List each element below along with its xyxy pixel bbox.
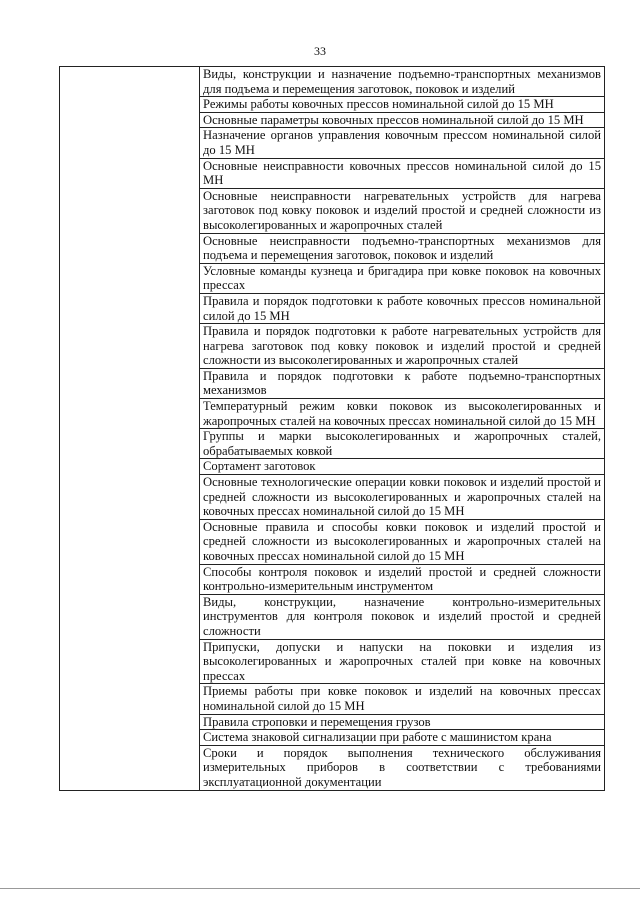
table-cell-text <box>200 263 605 293</box>
table-cell-text <box>200 684 605 714</box>
table-cell-text <box>200 475 605 520</box>
table-cell-text <box>200 112 605 128</box>
table-cell-text <box>200 564 605 594</box>
row-text: Приемы работы при ковке поковок и изделий на ковочных прессах номинальной силой до 15 МН <box>203 684 601 713</box>
table-cell-text <box>200 368 605 398</box>
table-cell-text <box>200 459 605 475</box>
row-text: Способы контроля поковок и изделий простой и средней сложности контрольно-измерительным инструментом <box>203 564 601 594</box>
table-cell-text <box>200 399 605 429</box>
table-cell-text <box>200 594 605 639</box>
table-cell-text <box>200 730 605 746</box>
table-cell-text <box>200 188 605 233</box>
table-cell-text <box>200 97 605 113</box>
row-text: Условные команды кузнеца и бригадира при ковке поковок на ковочных прессах <box>203 263 601 293</box>
row-text: Основные технологические операции ковки поковок и изделий простой и средней сложности из высоколегированных и жаропрочных сталей на ковочных прессах номинальной силой до 15 МН <box>203 475 601 519</box>
row-text: Правила и порядок подготовки к работе ковочных прессов номинальной силой до 15 МН <box>203 293 601 323</box>
table-cell-text <box>200 714 605 730</box>
row-text: Правила строповки и перемещения грузов <box>203 714 431 729</box>
row-text: Сроки и порядок выполнения технического обслуживания измерительных приборов в соответствии с требованиями эксплуатационной документации <box>203 745 601 789</box>
row-text: Виды, конструкции, назначение контрольно-измерительных инструментов для контроля поковок и изделий простой и средней сложности <box>203 594 601 638</box>
table-cell-text <box>200 519 605 564</box>
row-text: Правила и порядок подготовки к работе нагревательных устройств для нагрева заготовок под ковку поковок и изделий простой и средней сложности из высоколегированных и жаропрочных сталей <box>203 324 601 368</box>
table-body <box>60 67 605 791</box>
table-cell-text <box>200 639 605 684</box>
row-text: Назначение органов управления ковочным прессом номинальной силой до 15 МН <box>203 128 601 157</box>
table-cell-empty-left <box>60 67 200 791</box>
table-cell-text <box>200 324 605 369</box>
row-text: Основные параметры ковочных прессов номинальной силой до 15 МН <box>203 112 584 127</box>
row-text: Припуски, допуски и напуски на поковки и изделия из высоколегированных и жаропрочных сталей при ковке на ковочных прессах <box>203 639 601 683</box>
row-text: Виды, конструкции и назначение подъемно-транспортных механизмов для подъема и перемещения заготовок, поковок и изделий <box>203 67 601 96</box>
page-bottom-rule <box>0 888 640 889</box>
table-cell-text <box>200 293 605 323</box>
row-text: Группы и марки высоколегированных и жаропрочных сталей, обрабатываемых ковкой <box>203 429 601 458</box>
row-text: Основные неисправности ковочных прессов номинальной силой до 15 МН <box>203 158 601 188</box>
table-cell-text <box>200 158 605 188</box>
table-row <box>60 67 605 97</box>
row-text: Температурный режим ковки поковок из высоколегированных и жаропрочных сталей на ковочных прессах номинальной силой до 15 МН <box>203 399 601 428</box>
row-text: Сортамент заготовок <box>203 459 316 474</box>
row-text: Основные неисправности нагревательных устройств для нагрева заготовок под ковку поковок и изделий простой и средней сложности из высоколегированных и жаропрочных сталей <box>203 188 601 232</box>
table-cell-text <box>200 233 605 263</box>
table-cell-text <box>200 67 605 97</box>
row-text: Режимы работы ковочных прессов номинальной силой до 15 МН <box>203 97 554 112</box>
table-cell-text <box>200 745 605 790</box>
row-text: Правила и порядок подготовки к работе подъемно-транспортных механизмов <box>203 368 601 398</box>
table-cell-text <box>200 429 605 459</box>
page-number: 33 <box>314 44 326 58</box>
row-text: Основные правила и способы ковки поковок и изделий простой и средней сложности из высоколегированных и жаропрочных сталей на ковочных прессах номинальной силой до 15 МН <box>203 519 601 563</box>
requirements-table <box>59 66 605 791</box>
row-text: Основные неисправности подъемно-транспортных механизмов для подъема и перемещения заготовок, поковок и изделий <box>203 233 601 263</box>
table-cell-text <box>200 128 605 158</box>
row-text: Система знаковой сигнализации при работе с машинистом крана <box>203 730 552 745</box>
